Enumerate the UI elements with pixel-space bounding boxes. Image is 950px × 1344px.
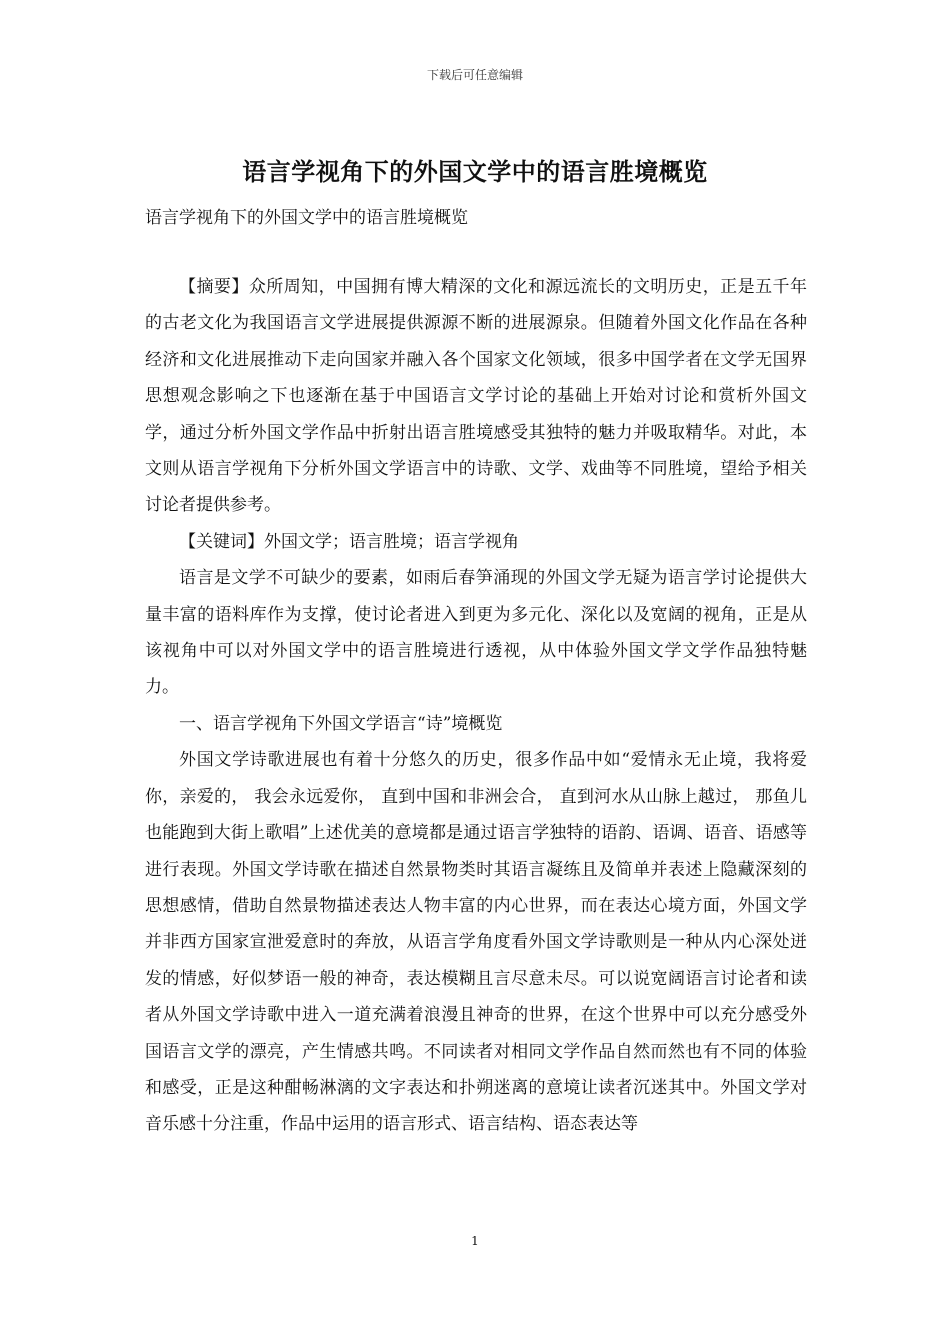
document-title: 语言学视角下的外国文学中的语言胜境概览 [242, 157, 708, 186]
header-note: 下载后可任意编辑 [426, 68, 523, 82]
section-heading: 一、语言学视角下外国文学语言“诗”境概览 [179, 713, 503, 734]
abstract-paragraph: 【摘要】众所周知，中国拥有博大精深的文化和源远流长的文明历史，正是五千年的古老文化为我国语言文学进展提供源源不断的进展源泉。但随着外国文化作品在各种经济和文化进展推动下走向国家并融入各个国家文化领域，很多中国学者在文学无国界思想观念影响之下也逐渐在基于中国语言文学讨论的基础上开始对讨论和赏析外国文学，通过分析外国文学作品中折射出语言胜境感受其独特的魅力并吸取精华。对此，本文则从语言学视角下分析外国文学语言中的诗歌、文学、戏曲等不同胜境，望给予相关讨论者提供参考。 [145, 277, 807, 516]
keywords-paragraph: 【关键词】外国文学；语言胜境；语言学视角 [179, 531, 519, 552]
document-subtitle: 语言学视角下的外国文学中的语言胜境概览 [145, 208, 468, 228]
intro-paragraph: 语言是文学不可缺少的要素，如雨后春笋涌现的外国文学无疑为语言学讨论提供大量丰富的语料库作为支撑，使讨论者进入到更为多元化、深化以及宽阔的视角，正是从该视角中可以对外国文学中的语言胜境进行透视，从中体验外国文学文学作品独特魅力。 [145, 568, 807, 698]
body-paragraph: 外国文学诗歌进展也有着十分悠久的历史，很多作品中如“爱情永无止境，我将爱你，亲爱的， 我会永远爱你， 直到中国和非洲会合， 直到河水从山脉上越过， 那鱼儿也能跑到大街上歌唱”上述优美的意境都是通过语言学独特的语韵、语调、语音、语感等进行表现。外国文学诗歌在描述自然景物类时其语言凝练且及简单并表述上隐藏深刻的思想感情，借助自然景物描述表达人物丰富的内心世界，而在表达心境方面，外国文学并非西方国家宣泄爱意时的奔放，从语言学角度看外国文学诗歌则是一种从内心深处迸发的情感，好似梦语一般的神奇，表达模糊且言尽意未尽。可以说宽阔语言讨论者和读者从外国文学诗歌中进入一道充满着浪漫且神奇的世界，在这个世界中可以充分感受外国语言文学的漂亮，产生情感共鸣。不同读者对相同文学作品自然而然也有不同的体验和感受，正是这种酣畅淋漓的文字表达和扑朔迷离的意境让读者沉迷其中。外国文学对音乐感十分注重，作品中运用的语言形式、语言结构、语态表达等 [145, 750, 807, 1135]
page-number: 1 [471, 1234, 479, 1248]
document-body [145, 269, 807, 1143]
